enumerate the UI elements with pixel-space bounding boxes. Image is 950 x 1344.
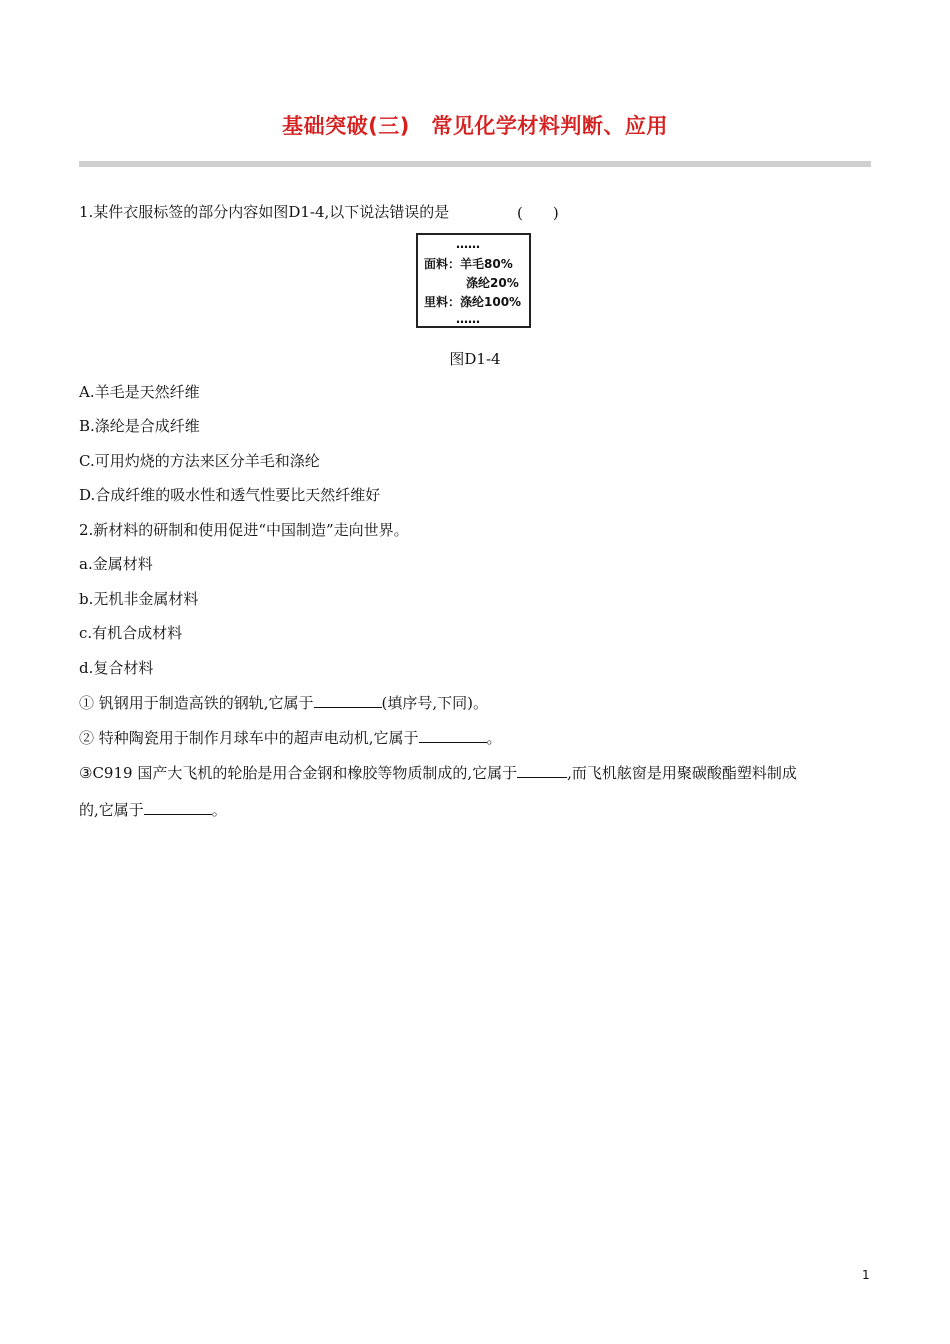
- sub-question-2-text: ② 特种陶瓷用于制作月球车中的超声电动机,它属于: [79, 729, 419, 747]
- question-1-stem: 1.某件衣服标签的部分内容如图D1-4,以下说法错误的是: [79, 203, 450, 221]
- sub-question-3-line2: 的,它属于: [79, 801, 144, 819]
- sub-question-1: [79, 692, 488, 713]
- sub-question-3-continued: [79, 799, 227, 820]
- page-title: 基础突破(三) 常见化学材料判断、应用: [282, 114, 668, 138]
- page-number: 1: [862, 1268, 870, 1282]
- sub-question-3: [79, 762, 797, 783]
- answer-blank-1[interactable]: [314, 692, 382, 708]
- material-option-d: d.复合材料: [79, 659, 154, 677]
- clothing-label-figure: [416, 233, 531, 328]
- figure-caption: 图D1-4: [449, 350, 501, 368]
- option-d: D.合成纤维的吸水性和透气性要比天然纤维好: [79, 486, 381, 504]
- answer-blank-4[interactable]: [144, 799, 212, 815]
- label-lining-line: 里料：涤纶100%: [424, 295, 522, 309]
- option-b: B.涤纶是合成纤维: [79, 417, 200, 435]
- answer-parentheses: ( ): [517, 204, 559, 222]
- title-divider: [79, 161, 871, 167]
- label-dots-top: ……: [456, 237, 480, 251]
- material-option-a: a.金属材料: [79, 555, 153, 573]
- material-option-c: c.有机合成材料: [79, 624, 183, 642]
- answer-blank-3[interactable]: [517, 762, 567, 778]
- sub-question-1-suffix: (填序号,下同)。: [381, 694, 489, 712]
- label-fabric-line: 面料：羊毛80%: [424, 257, 513, 271]
- question-2-stem: 2.新材料的研制和使用促进“中国制造”走向世界。: [79, 521, 409, 539]
- material-option-b: b.无机非金属材料: [79, 590, 199, 608]
- sub-question-1-text: ① 钒钢用于制造高铁的钢轨,它属于: [79, 694, 314, 712]
- sub-question-2-suffix: 。: [486, 729, 502, 747]
- sub-question-3-text: ③C919 国产大飞机的轮胎是用合金钢和橡胶等物质制成的,它属于: [79, 764, 518, 782]
- label-dots-bottom: ……: [456, 312, 480, 326]
- answer-blank-2[interactable]: [419, 727, 487, 743]
- option-c: C.可用灼烧的方法来区分羊毛和涤纶: [79, 452, 320, 470]
- sub-question-3-middle: ,而飞机舷窗是用聚碳酸酯塑料制成: [567, 764, 797, 782]
- option-a: A.羊毛是天然纤维: [79, 383, 200, 401]
- sub-question-3-suffix: 。: [211, 801, 227, 819]
- label-polyester-line: 涤纶20%: [466, 276, 519, 290]
- sub-question-2: [79, 727, 502, 748]
